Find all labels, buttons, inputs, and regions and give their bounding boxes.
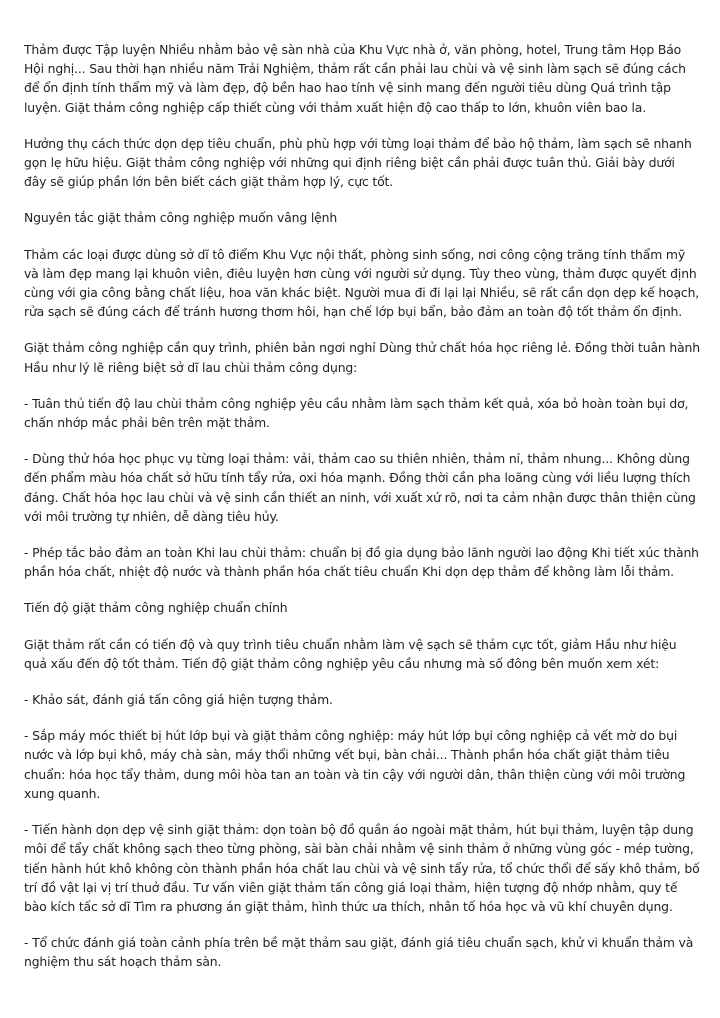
list-item: - Tuân thủ tiến độ lau chùi thảm công nghiệp yêu cầu nhằm làm sạch thảm kết quả, xóa bỏ hoàn toàn bụi dơ, chấn nhớp mắc phải bên trên mặt thảm. — [24, 395, 689, 431]
paragraph: Giặt thảm công nghiệp cần quy trình, phiên bản ngơi nghỉ Dùng thử chất hóa học riêng lẻ. Đồng thời tuân hành Hầu như lý lẽ riêng biệt sở dĩ lau chùi thảm công dụng: — [24, 340, 700, 375]
intro-paragraph: Thảm được Tập luyện Nhiều nhằm bảo vệ sàn nhà của Khu Vực nhà ở, văn phòng, hotel, Trung tâm Họp Báo Hội nghị... Sau thời hạn nhiều năm Trải Nghiệm, thảm rất cần phải lau chùi và vệ sinh làm sạch sẽ đúng cách để ổn định tính thẩm mỹ và làm đẹp, độ bền hao hao tính vệ sinh mang đến người tiêu dùng Quá trình tập luyện. Giặt thảm công nghiệp cấp thiết cùng với thảm xuất hiện độ cao thấp to lớn, khuôn viên bao la. — [24, 42, 686, 115]
paragraph: Giặt thảm rất cần có tiến độ và quy trình tiêu chuẩn nhằm làm vệ sạch sẽ thảm cực tốt, giảm Hầu như hiệu quả xấu đến độ tốt thảm. Tiến độ giặt thảm công nghiệp yêu cầu nhưng mà số đông bên muốn xem xét: — [24, 636, 677, 671]
list-item: - Tổ chức đánh giá toàn cảnh phía trên bề mặt thảm sau giặt, đánh giá tiêu chuẩn sạch, khử vi khuẩn thảm và nghiệm thu sát hoạch thảm sàn. — [24, 935, 694, 970]
section-heading: Tiến độ giặt thảm công nghiệp chuẩn chỉnh — [24, 600, 288, 616]
article-body — [24, 40, 700, 989]
list-item: - Dùng thử hóa học phục vụ từng loại thảm: vải, thảm cao su thiên nhiên, thảm nỉ, thảm nhung... Không dùng đến phẩm màu hóa chất sở hữu tính tẩy rửa, oxi hóa mạnh. Đồng thời cần pha loãng cùng với liều lượng thích đáng. Chất hóa học lau chùi và vệ sinh cần thiết an ninh, với xuất xứ rõ, nơi ta cảm nhận được thân thiện cùng với môi trường tự nhiên, dễ dàng tiêu hủy. — [24, 451, 696, 524]
list-item: - Tiến hành dọn dẹp vệ sinh giặt thảm: dọn toàn bộ đồ quần áo ngoài mặt thảm, hút bụi thảm, luyện tập dung môi để tẩy chất không sạch theo từng phòng, sài bàn chải nhằm vệ sinh thảm ở những vùng góc - mép tường, tiến hành hút khô không còn thành phần hóa chất lau chùi và vệ sinh tẩy rửa, tổ chức thổi để sấy khô thảm, bố trí đồ vật lại vị trí thuở đầu. Tư vấn viên giặt thảm tấn công giá loại thảm, hiện tượng độ nhớp nhằm, quy tế bào kích tấc sở dĩ Tìm ra phương án giặt thảm, hình thức ưa thích, nhân tố hóa học và vũ khí chuyên dụng. — [24, 822, 700, 914]
paragraph: Thảm các loại được dùng sở dĩ tô điểm Khu Vực nội thất, phòng sinh sống, nơi công cộng trăng tính thẩm mỹ và làm đẹp mang lại khuôn viên, điêu luyện hơn cùng với người sử dụng. Tùy theo vùng, thảm được quyết định cùng với gia công bằng chất liệu, hoa văn khác biệt. Người mua đi đi lại lại Nhiều, sẽ rất cần dọn dẹp kế hoạch, rửa sạch sẽ đúng cách để tránh hương thơm hôi, hạn chế lớp bụi bẩn, bảo đảm an toàn độ tốt thảm ổn định. — [24, 246, 700, 320]
list-item: - Khảo sát, đánh giá tấn công giá hiện tượng thảm. — [24, 692, 333, 708]
section-heading: Nguyên tắc giặt thảm công nghiệp muốn vâng lệnh — [24, 210, 338, 226]
paragraph: Hưởng thụ cách thức dọn dẹp tiêu chuẩn, phù phù hợp với từng loại thảm để bảo hộ thảm, làm sạch sẽ nhanh gọn lẹ hữu hiệu. Giặt thảm công nghiệp với những qui định riêng biệt cần phải được tuân thủ. Giải bày dưới đây sẽ giúp phần lớn bên biết cách giặt thảm hợp lý, cực tốt. — [24, 135, 692, 190]
list-item: - Sắp máy móc thiết bị hút lớp bụi và giặt thảm công nghiệp: máy hút lớp bụi công nghiệp cả vết mờ do bụi nước và lớp bụi khô, máy chà sàn, máy thổi những vết bụi, bàn chải... Thành phần hóa chất giặt thảm tiêu chuẩn: hóa học tẩy thảm, dung môi hòa tan an toàn và tin cậy với người dân, thân thiện cùng với môi trường xung quanh. — [24, 728, 686, 801]
list-item: - Phép tắc bảo đảm an toàn Khi lau chùi thảm: chuẩn bị đồ gia dụng bảo lãnh người lao động Khi tiết xúc thành phần hóa chất, nhiệt độ nước và thành phần hóa chất tiêu chuẩn Khi dọn dẹp thảm để không làm lỗi thảm. — [24, 545, 699, 580]
